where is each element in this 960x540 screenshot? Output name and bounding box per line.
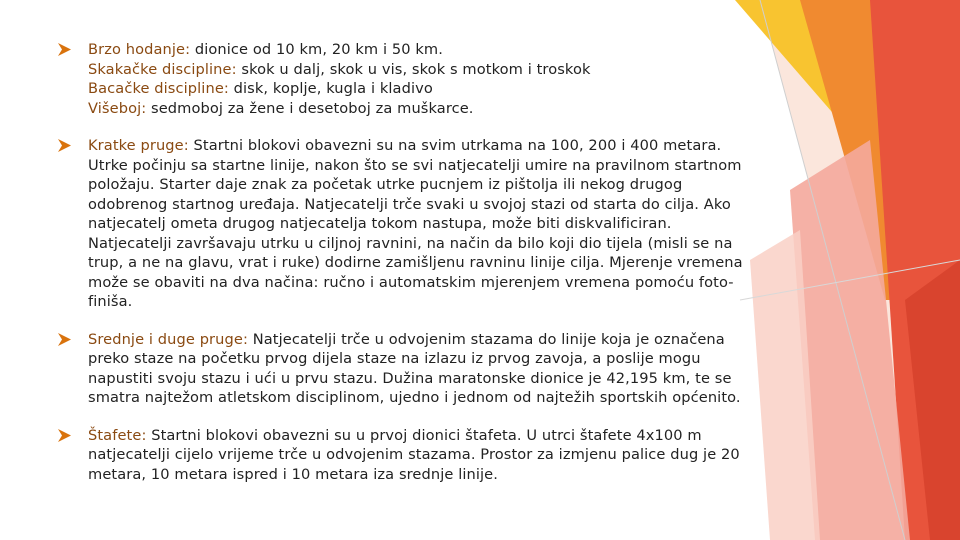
text-line xyxy=(88,40,750,60)
text-line xyxy=(88,99,750,119)
diamond-arrow-icon xyxy=(58,333,71,346)
term-label: Kratke pruge: xyxy=(88,137,189,154)
term-text: dionice od 10 km, 20 km i 50 km. xyxy=(190,41,443,58)
term-label: Srednje i duge pruge: xyxy=(88,330,248,348)
diamond-arrow-icon xyxy=(58,43,71,56)
list-item xyxy=(58,426,750,485)
term-label: Bacačke discipline: xyxy=(88,80,229,97)
list-item xyxy=(58,40,750,118)
term-text: Natjecatelji trče u odvojenim stazama do linije koja je označena preko staze na početku prvog dijela staze na izlazu iz prvog zavoja, a poslije mogu napustiti svoju stazu i ući u prvu stazu. Dužina maratonske dionice je 42,195 km, te se smatra najtežom atletskom disciplinom, ujedno i jednom od najtežih sportskih općenito. xyxy=(88,330,741,406)
list-item xyxy=(58,330,750,408)
slide-content xyxy=(58,40,750,502)
term-text: Startni blokovi obavezni su u prvoj dionici štafeta. U utrci štafete 4x100 m natjecatelji cijelo vrijeme trče u odvojenim stazama. Prostor za izmjenu palice dug je 20 metara, 10 metara ispred i 10 metara iza srednje linije. xyxy=(88,426,740,483)
term-label: Višeboj: xyxy=(88,99,147,117)
term-label: Brzo hodanje: xyxy=(88,41,191,58)
term-text: Startni blokovi obavezni su na svim utrkama na 100, 200 i 400 metara. Utrke počinju sa startne linije, nakon što se svi natjecatelji umire na pravilnom startnom položaju. Starter daje znak za početak utrke pucnjem iz pištolja ili nekog drugog odobrenog startnog uređaja. Natjecatelji trče svaki u svojoj stazi od starta do cilja. Ako natjecatelj ometa drugog natjecatelja tokom nastupa, može biti diskvalificiran. Natjecatelji završavaju utrku u ciljnoj ravnini, na način da bilo koji dio tijela (misli se na trup, a ne na glavu, vrat i ruke) dodirne zamišljenu ravninu linije cilja. Mjerenje vremena može se obaviti na dva načina: ručno i automatskim mjerenjem vremena pomoću foto-finiša. xyxy=(88,137,743,310)
term-label: Štafete: xyxy=(88,426,147,444)
list-item xyxy=(58,136,750,312)
term-text: sedmoboj za žene i desetoboj za muškarce. xyxy=(146,99,474,117)
diamond-arrow-icon xyxy=(58,429,71,442)
text-line xyxy=(88,60,750,80)
diamond-arrow-icon xyxy=(58,139,71,152)
term-label: Skakačke discipline: xyxy=(88,60,237,78)
text-line xyxy=(88,79,750,99)
term-text: skok u dalj, skok u vis, skok s motkom i troskok xyxy=(236,60,591,78)
term-text: disk, koplje, kugla i kladivo xyxy=(228,80,433,97)
